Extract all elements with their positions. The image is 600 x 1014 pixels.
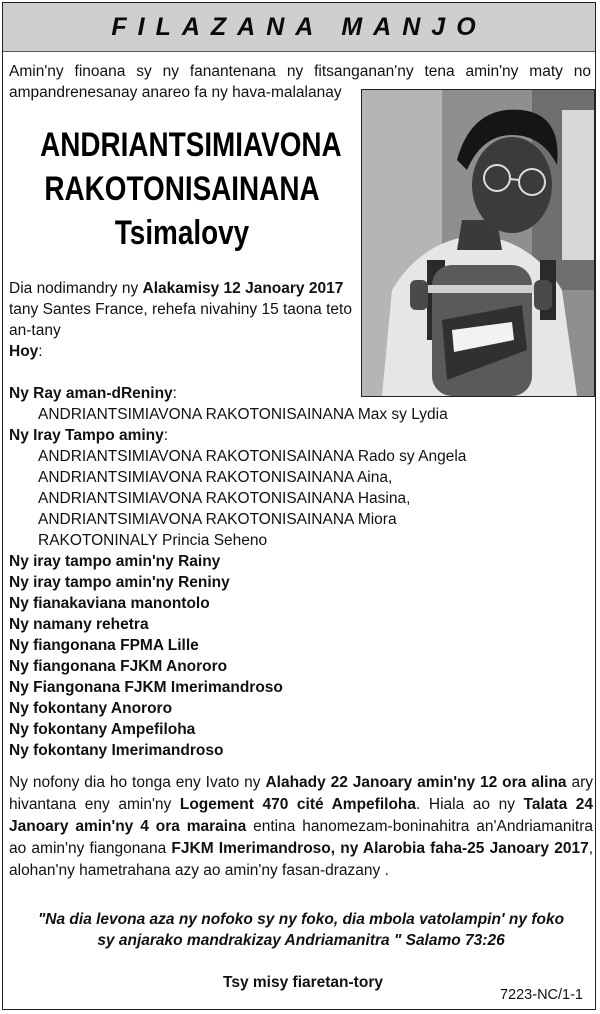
mourner-entry: Ny fiangonana FPMA Lille bbox=[9, 637, 199, 654]
mourner-entry: Ny iray tampo amin'ny Reniny bbox=[9, 574, 230, 591]
sibling-entry: ANDRIANTSIMIAVONA RAKOTONISAINANA Rado sy Angela bbox=[38, 448, 467, 465]
departure-date: Talata 24 Janoary amin'ny 4 ora maraina bbox=[9, 796, 594, 835]
sibling-entry: ANDRIANTSIMIAVONA RAKOTONISAINANA Hasina, bbox=[38, 490, 411, 507]
death-prefix: Dia nodimandry ny bbox=[9, 280, 143, 297]
funeral-text: ary hivantana eny amin'ny bbox=[9, 774, 593, 813]
deceased-first-name: Tsimalovy bbox=[114, 214, 250, 252]
notice-header bbox=[3, 3, 595, 52]
death-date: Alakamisy 12 Janoary 2017 bbox=[142, 280, 344, 297]
death-announcement bbox=[9, 278, 357, 341]
parents-label: Ny Ray aman-dReniny bbox=[9, 385, 173, 402]
closing-line: Tsy misy fiaretan-tory bbox=[223, 974, 383, 991]
service-details: FJKM Imerimandroso, ny Alarobia faha-25 Janoary 2017 bbox=[171, 840, 589, 857]
quote-line-1: "Na dia levona aza ny nofoko sy ny foko, dia mbola vatolampin' ny foko bbox=[37, 911, 565, 928]
mourner-entry: Ny iray tampo amin'ny Rainy bbox=[9, 553, 221, 570]
funeral-text: Ny nofony dia ho tonga eny Ivato ny bbox=[9, 774, 266, 791]
mourner-entry: Ny fokontany Anororo bbox=[9, 700, 173, 717]
mourner-entry: Ny fianakaviana manontolo bbox=[9, 595, 210, 612]
notice-frame bbox=[2, 2, 596, 1010]
mourner-entry: Ny fokontany Ampefiloha bbox=[9, 721, 196, 738]
hoy-label: Hoy bbox=[9, 343, 39, 360]
sibling-entry: RAKOTONINALY Princia Seheno bbox=[38, 532, 268, 549]
funeral-text: , alohan'ny hametrahana azy ao amin'ny fasan-drazany . bbox=[9, 840, 593, 879]
reference-number: 7223-NC/1-1 bbox=[499, 987, 583, 1003]
intro-text: Amin'ny finoana sy ny fanantenana ny fitsanganan'ny tena amin'ny maty no ampandrenesanay anareo fa ny hava-malalanay bbox=[9, 63, 591, 101]
deceased-surname: ANDRIANTSIMIAVONA bbox=[40, 126, 342, 164]
arrival-date: Alahady 22 Janoary amin'ny 12 ora alina bbox=[265, 774, 567, 791]
mourner-entry: Ny fokontany Imerimandroso bbox=[9, 742, 224, 759]
death-suffix: tany Santes France, rehefa nivahiny 15 taona teto an-tany bbox=[9, 301, 352, 339]
funeral-text: . Hiala ao ny bbox=[416, 796, 524, 813]
wake-location: Logement 470 cité Ampefiloha bbox=[179, 796, 417, 813]
mourner-entry: Ny namany rehetra bbox=[9, 616, 149, 633]
funeral-text: entina hanomezam-boninahitra an'Andriamanitra ao amin'ny fiangonana bbox=[9, 818, 593, 857]
deceased-surname-2: RAKOTONISAINANA bbox=[44, 170, 320, 208]
siblings-label: Ny Iray Tampo aminy bbox=[9, 427, 164, 444]
parents-names: ANDRIANTSIMIAVONA RAKOTONISAINANA Max sy Lydia bbox=[38, 406, 448, 423]
sibling-entry: ANDRIANTSIMIAVONA RAKOTONISAINANA Aina, bbox=[38, 469, 393, 486]
deceased-photo bbox=[361, 89, 595, 397]
sibling-entry: ANDRIANTSIMIAVONA RAKOTONISAINANA Miora bbox=[38, 511, 397, 528]
quote-line-2: sy anjarako mandrakizay Andriamanitra " Salamo 73:26 bbox=[97, 932, 505, 949]
hoy-label-line: Hoy: bbox=[9, 343, 43, 360]
mourner-entry: Ny fiangonana FJKM Anororo bbox=[9, 658, 228, 675]
mourner-entry: Ny Fiangonana FJKM Imerimandroso bbox=[9, 679, 283, 696]
family-list: Ny Ray aman-dReniny: ANDRIANTSIMIAVONA RAKOTONISAINANA Max sy Lydia Ny Iray Tampo aminy: ANDRIANTSIMIAVONA RAKOTONISAINANA Rado sy Angela ANDRIANTSIMIAVONA RAKOTONISAINANA Aina, ANDRIANTSIMIAVONA RAKOTONISAINANA Hasina, ANDRIANTSIMIAVONA RAKOTONISAINANA Miora RAKOTONINALY Princia Seheno Ny iray tampo amin'ny Rainy Ny iray tampo amin'ny Reniny Ny fianakaviana manontolo Ny namany rehetra Ny fiangonana FPMA Lille Ny fiangonana FJKM Anororo Ny Fiangonana FJKM Imerimandroso Ny fokontany Anororo Ny fokontany Ampefiloha Ny fokontany Imerimandroso bbox=[9, 383, 589, 761]
scripture-quote bbox=[9, 909, 593, 951]
notice-title: FILAZANA MANJO bbox=[111, 12, 487, 41]
funeral-details bbox=[9, 772, 593, 882]
